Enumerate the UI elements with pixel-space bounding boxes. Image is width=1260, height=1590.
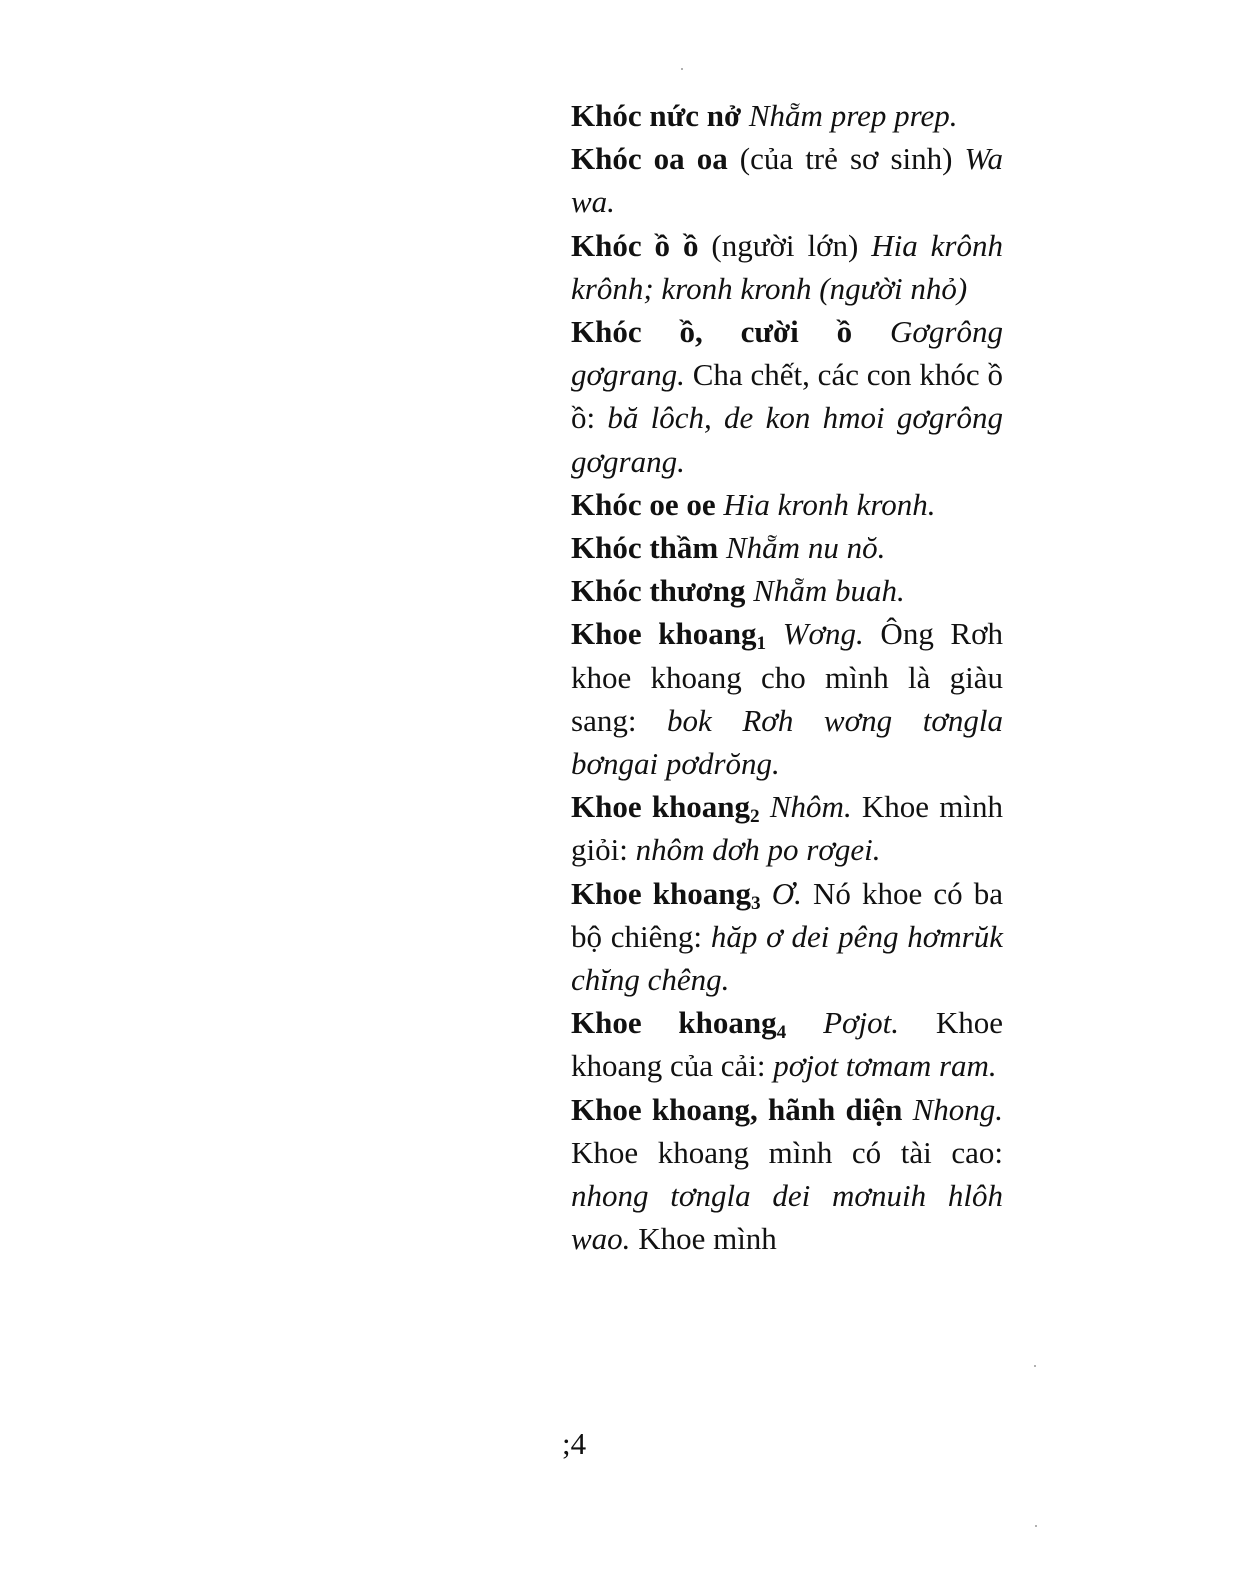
entry-translation: bă lôch, de kon hmoi gơgrông gơgrang. bbox=[571, 400, 1003, 479]
entry-text bbox=[852, 314, 890, 349]
scan-speck bbox=[1035, 1525, 1037, 1527]
entry-translation: Pơjot. bbox=[823, 1005, 900, 1041]
entry-translation: nhôm dơh po rơgei. bbox=[635, 832, 881, 868]
entry-translation: bok Rơh wơng tơngla bơngai pơdrŏng. bbox=[571, 702, 1004, 782]
entry-translation: Wa wa. bbox=[571, 141, 1003, 220]
dictionary-entry bbox=[571, 310, 1003, 483]
entry-text: Ông Rơh khoe khoang cho mình là giàu sang: bbox=[571, 616, 1003, 738]
dictionary-entry bbox=[571, 94, 1003, 137]
entry-translation: Nhẵm prep prep. bbox=[748, 98, 958, 133]
dictionary-entry bbox=[571, 612, 1003, 785]
dictionary-entry bbox=[571, 137, 1003, 223]
entry-text: Nó khoe có ba bộ chiêng: bbox=[571, 875, 1003, 954]
entry-headword: Khoe khoang, hãnh diện bbox=[571, 1091, 903, 1127]
entry-headword: Khóc thương bbox=[571, 573, 746, 609]
entry-text: Khoe khoang mình có tài cao: bbox=[571, 1134, 1003, 1170]
entry-translation: Hia kronh kronh. bbox=[723, 486, 936, 522]
entry-text: (của trẻ sơ sinh) bbox=[727, 141, 965, 177]
entry-text: Cha chết, các con khóc ồ ồ: bbox=[571, 357, 1003, 436]
entry-translation: Wơng. bbox=[782, 616, 864, 652]
entry-translation: Gơgrông gơgrang. bbox=[571, 314, 1003, 393]
dictionary-entry bbox=[571, 483, 1003, 526]
scan-speck bbox=[681, 68, 683, 70]
entry-text bbox=[718, 530, 726, 565]
entry-translation: Ơ. bbox=[771, 875, 802, 911]
entry-text bbox=[766, 616, 783, 651]
dictionary-entry bbox=[571, 872, 1003, 1002]
dictionary-entry bbox=[571, 224, 1003, 310]
entry-headword: Khoe khoang bbox=[571, 789, 751, 825]
dictionary-entry bbox=[571, 526, 1003, 569]
sense-number: 2 bbox=[750, 806, 760, 828]
entry-text bbox=[902, 1092, 912, 1127]
entry-translation: nhong tơngla dei mơnuih hlôh wao. bbox=[571, 1178, 1003, 1257]
entry-text bbox=[761, 876, 772, 911]
dictionary-entry bbox=[571, 1088, 1003, 1261]
entry-headword: Khóc ồ, cười ồ bbox=[571, 314, 853, 350]
entry-text: Khoe khoang của cải: bbox=[571, 1005, 1004, 1084]
dictionary-entry bbox=[571, 569, 1003, 612]
entry-text bbox=[741, 98, 749, 133]
dictionary-entry bbox=[571, 785, 1003, 871]
entry-headword: Khóc oe oe bbox=[571, 486, 716, 522]
entry-translation: Nhong. bbox=[912, 1091, 1004, 1127]
entry-headword: Khoe khoang bbox=[571, 616, 757, 652]
scan-speck bbox=[1034, 1365, 1036, 1367]
entry-translation: Nhôm. bbox=[769, 789, 852, 825]
page-number: ;4 bbox=[562, 1426, 587, 1461]
entry-text: Khoe mình giỏi: bbox=[571, 789, 1003, 868]
entry-text bbox=[760, 789, 770, 824]
sense-number: 1 bbox=[756, 633, 767, 655]
entry-headword: Khóc thầm bbox=[571, 530, 719, 566]
sense-number: 3 bbox=[750, 892, 761, 914]
entry-headword: Khoe khoang bbox=[571, 1005, 777, 1041]
sense-number: 4 bbox=[776, 1022, 787, 1044]
entry-text: (người lớn) bbox=[698, 227, 872, 263]
entry-text bbox=[786, 1005, 823, 1040]
entry-text: Khoe mình bbox=[630, 1221, 777, 1257]
dictionary-entry bbox=[571, 1001, 1003, 1087]
entry-translation: Nhẵm nu nŏ. bbox=[726, 530, 886, 566]
entry-headword: Khóc oa oa bbox=[571, 141, 728, 177]
entry-translation: Hia krônh krônh; kronh kronh (người nhỏ) bbox=[571, 227, 1003, 306]
entry-headword: Khóc ồ ồ bbox=[571, 227, 699, 263]
entry-headword: Khóc nức nở bbox=[571, 98, 742, 133]
entry-translation: hăp ơ dei pêng hơmrŭk chĭng chêng. bbox=[571, 918, 1003, 998]
entry-headword: Khoe khoang bbox=[571, 875, 751, 911]
dictionary-column bbox=[571, 94, 1003, 1260]
entry-translation: pơjot tơmam ram. bbox=[773, 1048, 997, 1084]
entry-translation: Nhẵm buah. bbox=[753, 573, 905, 609]
